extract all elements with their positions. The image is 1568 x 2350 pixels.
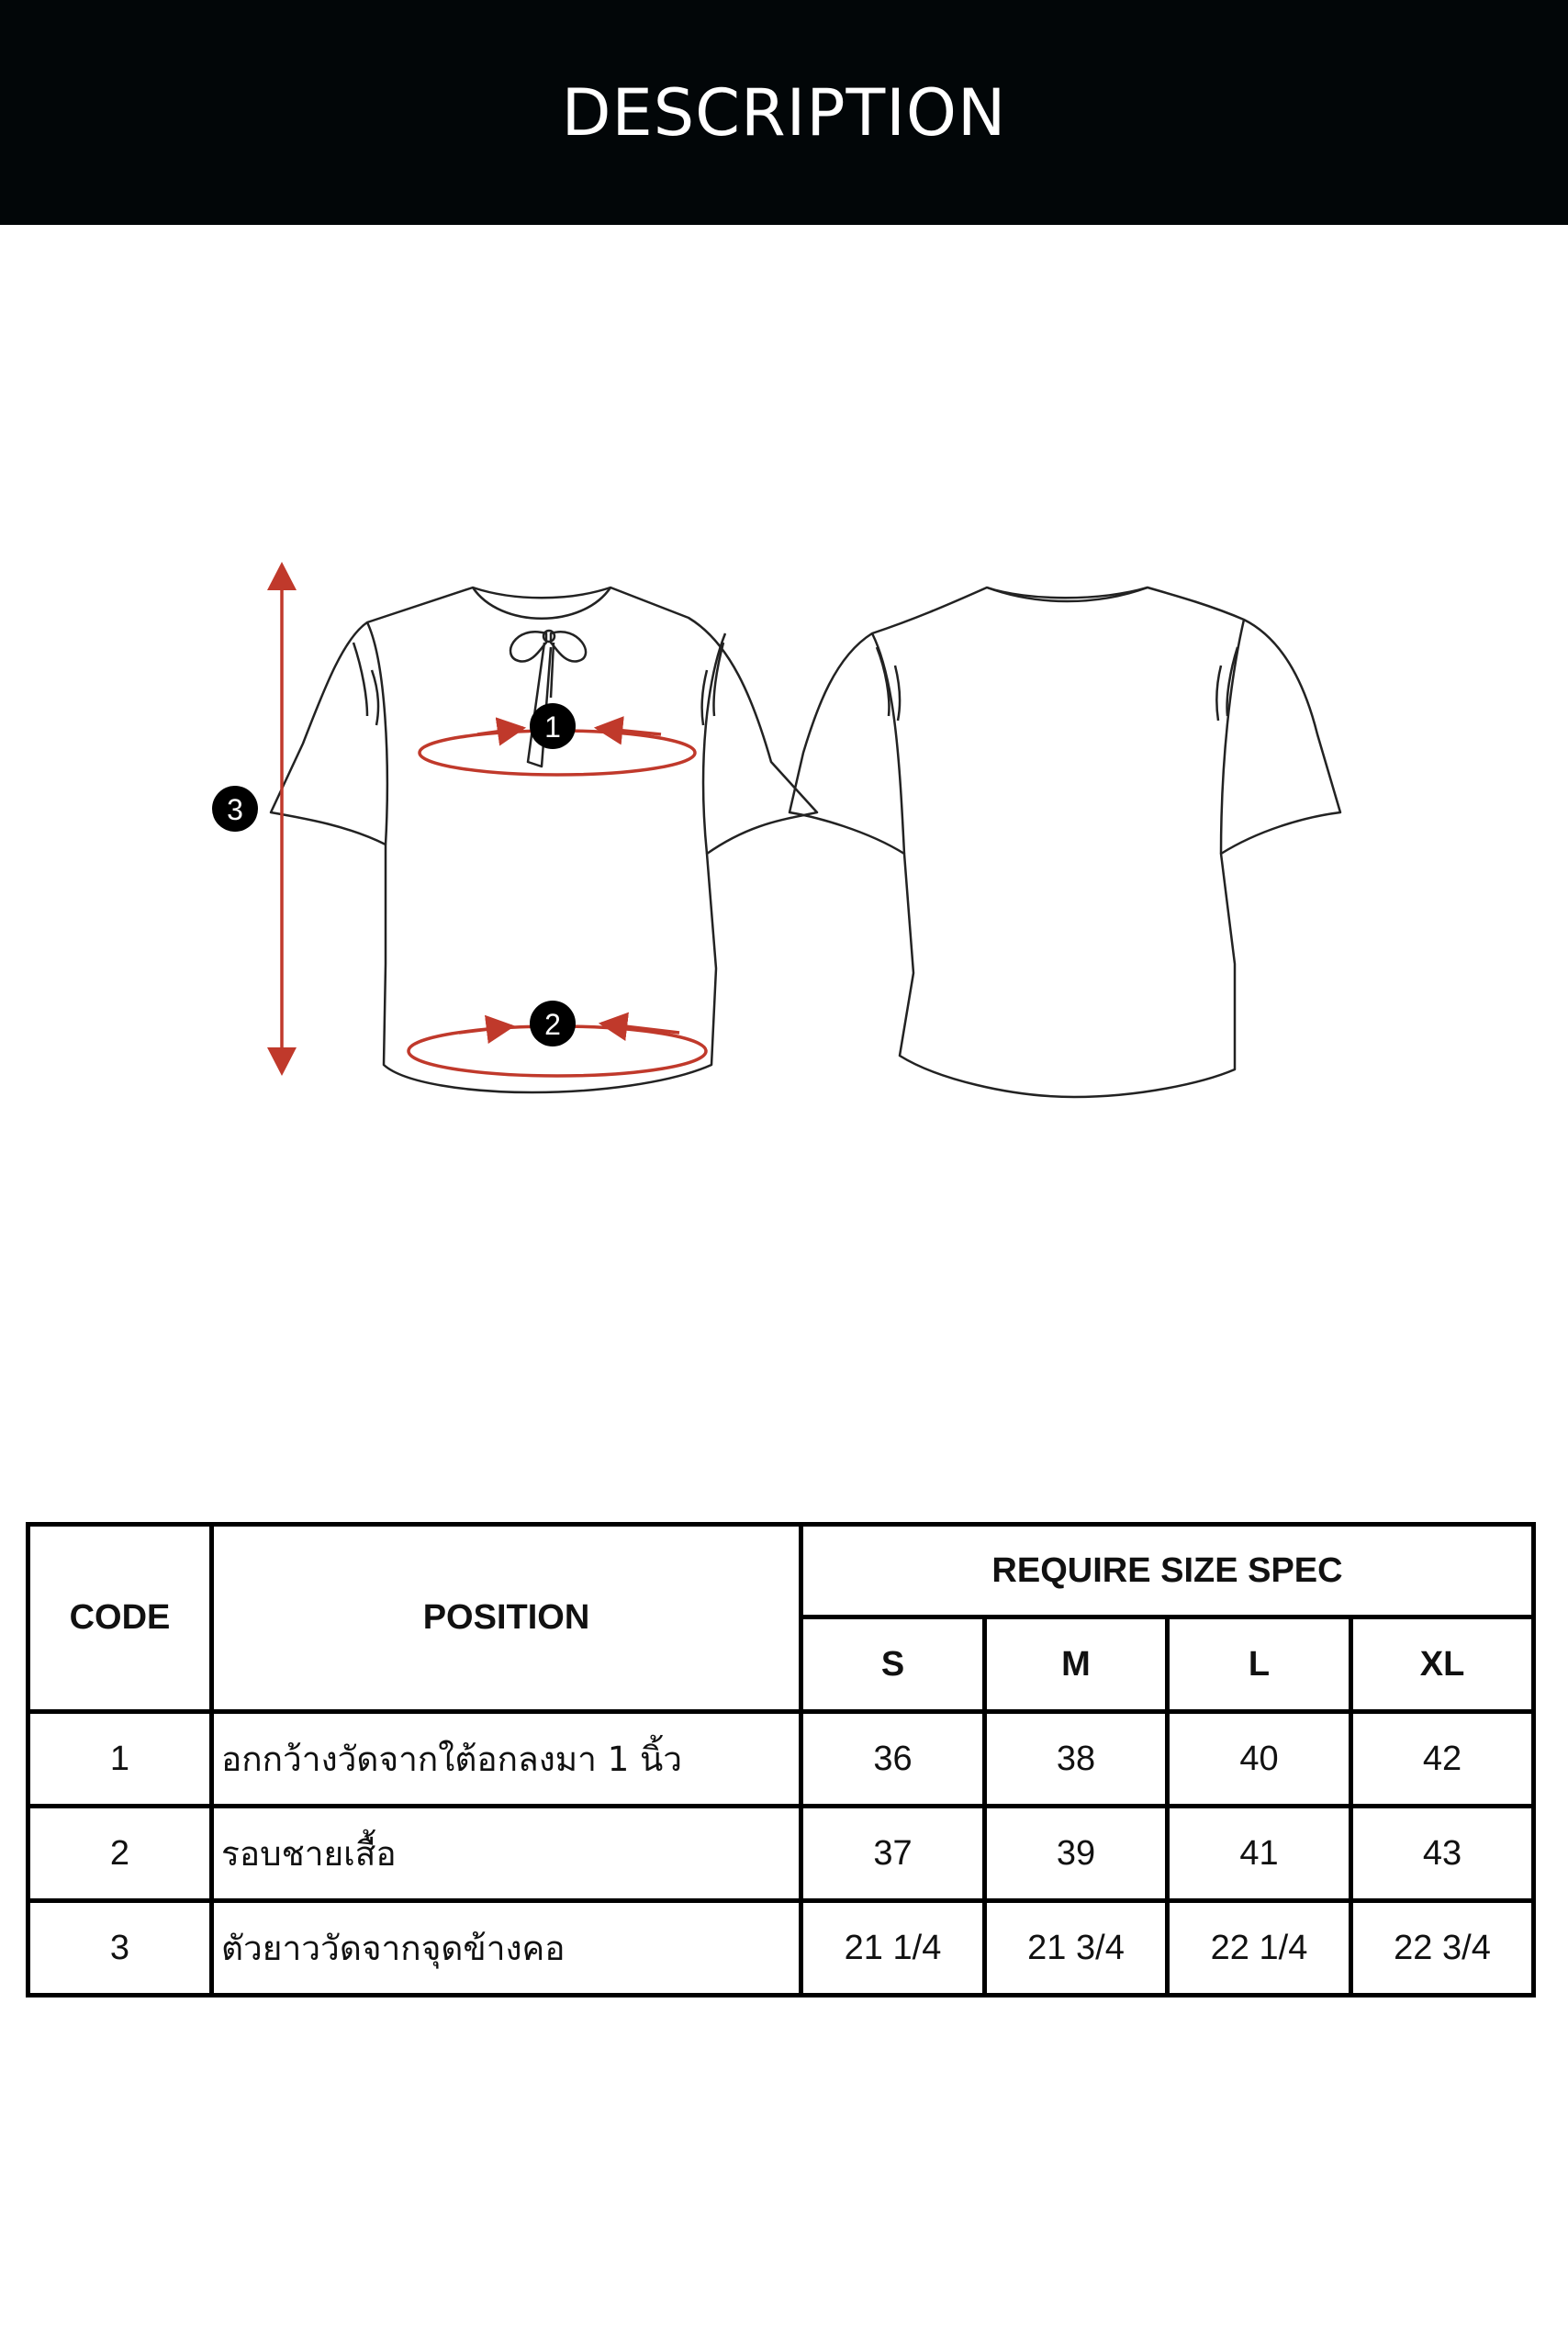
svg-text:2: 2 [544,1008,561,1041]
value-cell: 42 [1351,1712,1534,1807]
value-cell: 22 3/4 [1351,1901,1534,1996]
marker-3 [212,786,258,832]
table-row [28,1712,1534,1807]
value-cell: 43 [1351,1807,1534,1901]
back-left-sleeve-seam [872,633,904,854]
value-cell: 41 [1168,1807,1351,1901]
right-sleeve-seam [703,633,725,854]
measurements [282,569,706,1076]
code-header: CODE [28,1525,212,1712]
size-spec-table [26,1522,1536,1998]
value-cell: 38 [985,1712,1168,1807]
svg-text:3: 3 [227,793,243,826]
value-cell: 37 [801,1807,985,1901]
value-cell: 40 [1168,1712,1351,1807]
bow-left-loop [510,632,546,661]
value-cell: 36 [801,1712,985,1807]
position-header: POSITION [212,1525,801,1712]
size-header: L [1168,1617,1351,1712]
value-cell: 21 1/4 [801,1901,985,1996]
page-title: DESCRIPTION [561,74,1007,151]
left-sleeve-seam [367,622,387,845]
code-cell: 3 [28,1901,212,1996]
size-header: XL [1351,1617,1534,1712]
position-cell: รอบชายเสื้อ [212,1807,801,1901]
size-header: S [801,1617,985,1712]
code-cell: 2 [28,1807,212,1901]
size-header: M [985,1617,1168,1712]
left-shoulder-gather [353,643,378,725]
svg-text:1: 1 [544,711,561,744]
value-cell: 22 1/4 [1168,1901,1351,1996]
length-arrow-bottom [267,1047,297,1076]
back-neckline [987,588,1148,601]
length-arrow-top [267,562,297,590]
table-row [28,1807,1534,1901]
value-cell: 39 [985,1807,1168,1901]
back-view [790,588,1340,1097]
spec-header: REQUIRE SIZE SPEC [801,1525,1534,1617]
back-outline [790,588,1340,1097]
right-shoulder-gather [702,643,723,725]
position-cell: อกกว้างวัดจากใต้อกลงมา 1 นิ้ว [212,1712,801,1807]
marker-2 [530,1001,576,1046]
code-cell: 1 [28,1712,212,1807]
back-right-sleeve-seam [1221,620,1244,854]
bow-right-loop [551,632,586,661]
table-row [28,1901,1534,1996]
table-header-row [28,1525,1534,1617]
header-bar [0,0,1568,225]
hem-arrow-left [459,1026,512,1033]
marker-1 [530,703,576,749]
position-cell: ตัวยาววัดจากจุดข้างคอ [212,1901,801,1996]
back-right-gather [1216,647,1238,721]
value-cell: 21 3/4 [985,1901,1168,1996]
garment-diagram [0,532,1568,1120]
